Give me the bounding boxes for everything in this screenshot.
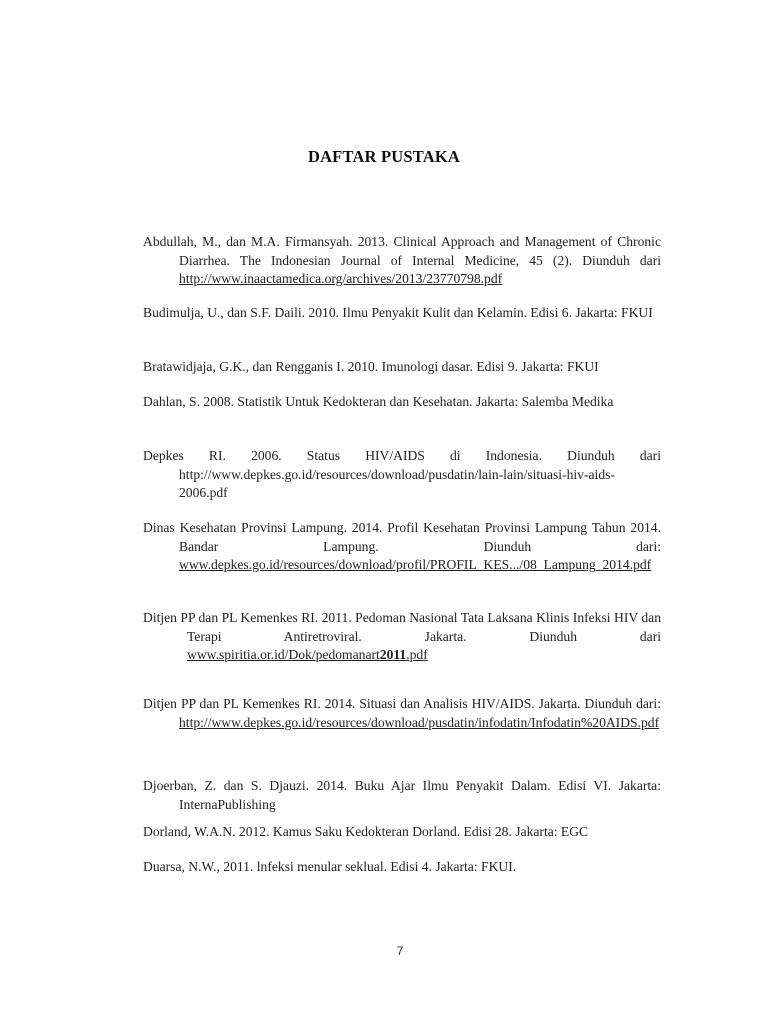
reference-text: Dinas Kesehatan Provinsi Lampung. 2014. Profil Kesehatan Provinsi Lampung Tahun 2014. Bandar Lampung. Diunduh dari: (143, 520, 661, 554)
reference-text: Duarsa, N.W., 2011. lnfeksi menular seklual. Edisi 4. Jakarta: FKUI. (143, 859, 517, 874)
reference-text: Abdullah, M., dan M.A. Firmansyah. 2013. Clinical Approach and Management of Chronic Diarrhea. The Indonesian Journal of Internal Medicine, 45 (2). Diunduh dari (143, 234, 661, 268)
reference-text: Djoerban, Z. dan S. Djauzi. 2014. Buku Ajar Ilmu Penyakit Dalam. Edisi VI. Jakarta: InternaPublishing (143, 778, 661, 812)
reference-item (143, 609, 661, 665)
reference-text: Bratawidjaja, G.K., dan Rengganis I. 2010. Imunologi dasar. Edisi 9. Jakarta: FKUI (143, 359, 599, 374)
reference-item (143, 519, 661, 575)
reference-item (143, 858, 661, 877)
reference-link[interactable]: www.depkes.go.id/resources/download/profil/PROFIL_KES.../08_Lampung_2014.pdf (179, 557, 652, 572)
reference-item (143, 233, 661, 289)
reference-link[interactable]: http://www.depkes.go.id/resources/download/pusdatin/infodatin/Infodatin%20AIDS.pdf (179, 714, 660, 730)
reference-text: Budimulja, U., dan S.F. Daili. 2010. Ilmu Penyakit Kulit dan Kelamin. Edisi 6. Jakarta: FKUI (143, 305, 653, 320)
reference-item (143, 304, 661, 323)
reference-link-part: www.spiritia.or.id/Dok/pedomanart (187, 647, 380, 662)
reference-item (143, 447, 661, 503)
reference-text: Ditjen PP dan PL Kemenkes RI. 2014. Situasi dan Analisis HIV/AIDS. Jakarta. Diunduh dari: (143, 696, 661, 711)
reference-link[interactable]: http://www.inaactamedica.org/archives/2013/23770798.pdf (179, 271, 503, 286)
reference-item (143, 777, 661, 814)
reference-item (143, 695, 661, 732)
page-number: 7 (396, 944, 404, 958)
reference-text: Depkes RI. 2006. Status HIV/AIDS di Indonesia. Diunduh dari http://www.depkes.go.id/resources/download/pusdatin/lain-lain/situasi-hiv-aids-2006.pdf (143, 448, 661, 500)
reference-link[interactable] (187, 647, 428, 662)
reference-item (143, 823, 661, 842)
reference-text: Ditjen PP dan PL Kemenkes RI. 2011. Pedoman Nasional Tata Laksana Klinis Infeksi HIV dan Terapi Antiretroviral. Jakarta. Diunduh dari (143, 610, 661, 644)
reference-link-part: .pdf (406, 647, 428, 662)
page-title: DAFTAR PUSTAKA (307, 147, 461, 166)
reference-item (143, 358, 661, 377)
reference-link-year: 2011 (379, 647, 407, 662)
reference-text: Dahlan, S. 2008. Statistik Untuk Kedokteran dan Kesehatan. Jakarta: Salemba Medika (143, 394, 614, 409)
reference-text: Dorland, W.A.N. 2012. Kamus Saku Kedokteran Dorland. Edisi 28. Jakarta: EGC (143, 824, 589, 839)
reference-item (143, 393, 661, 412)
